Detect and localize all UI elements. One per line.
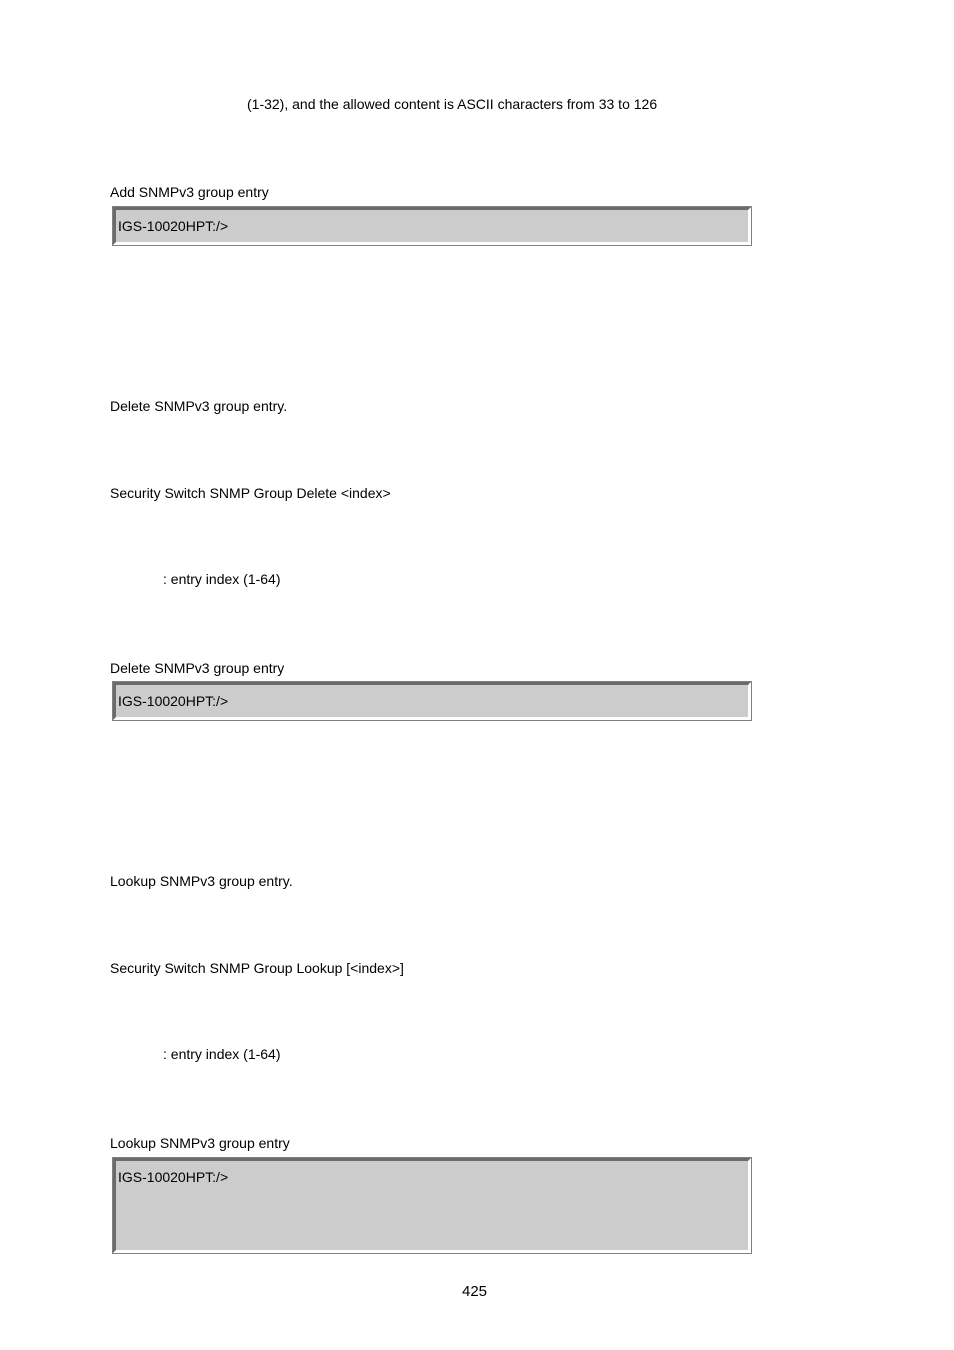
- add-example-console: [113, 207, 751, 245]
- lookup-example-console: [113, 1158, 751, 1253]
- delete-syntax: Security Switch SNMP Group Delete <index>: [110, 485, 391, 501]
- delete-example-console: [113, 682, 751, 720]
- console-prompt: IGS-10020HPT:/>: [118, 1169, 229, 1185]
- delete-example-caption: Delete SNMPv3 group entry: [110, 660, 285, 676]
- lookup-description: Lookup SNMPv3 group entry.: [110, 873, 293, 889]
- delete-param: : entry index (1-64): [163, 571, 281, 587]
- page-number: 425: [462, 1283, 488, 1300]
- console-prompt: IGS-10020HPT:/>: [118, 693, 229, 709]
- delete-description: Delete SNMPv3 group entry.: [110, 398, 288, 414]
- lookup-example-caption: Lookup SNMPv3 group entry: [110, 1135, 290, 1151]
- add-example-caption: Add SNMPv3 group entry: [110, 184, 269, 200]
- lookup-syntax: Security Switch SNMP Group Lookup [<index>]: [110, 960, 404, 976]
- lookup-param: : entry index (1-64): [163, 1046, 281, 1062]
- console-prompt: IGS-10020HPT:/>: [118, 218, 229, 234]
- top-note: (1-32), and the allowed content is ASCII characters from 33 to 126: [247, 96, 658, 112]
